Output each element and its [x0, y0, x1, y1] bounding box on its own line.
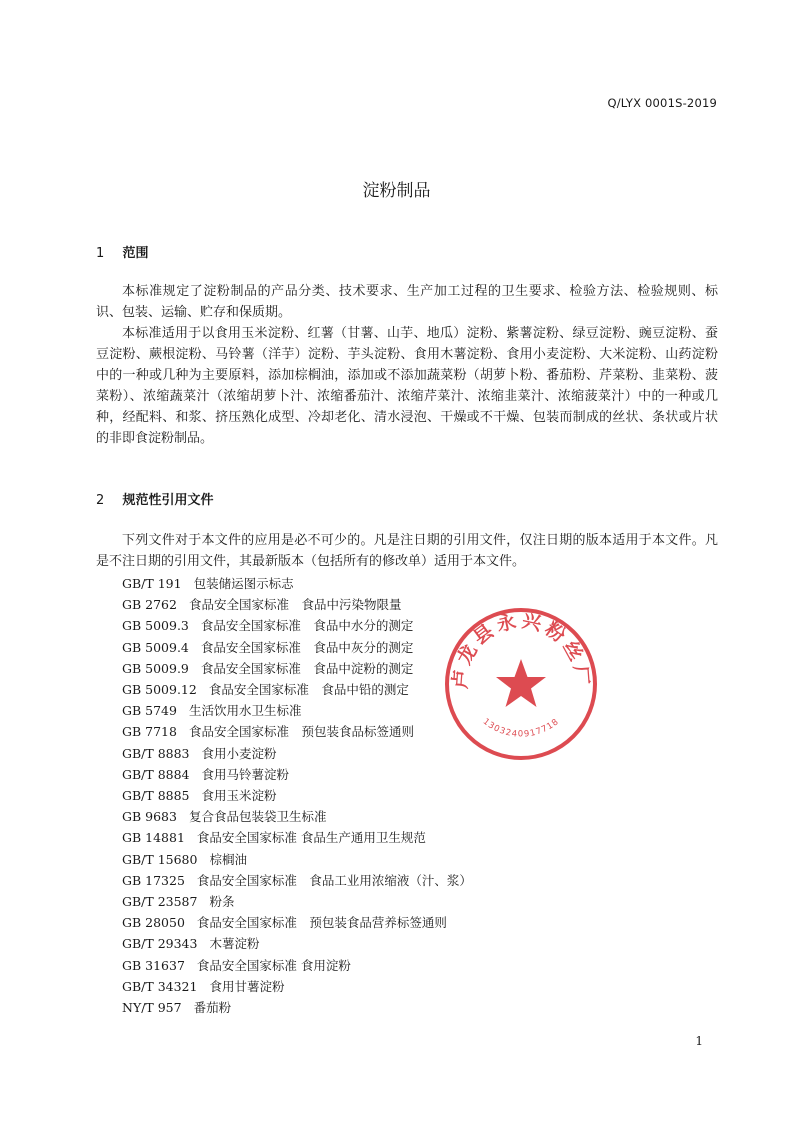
reference-title: 食品安全国家标准 食品中灰分的测定: [200, 639, 414, 655]
seal-company-name: 卢龙县永兴粉丝厂: [449, 609, 593, 690]
reference-code: GB/T 8885: [122, 788, 190, 804]
reference-code: GB 2762: [122, 597, 177, 613]
reference-item: [122, 933, 472, 954]
reference-item: [122, 997, 472, 1018]
reference-code: GB 28050: [122, 915, 185, 931]
reference-item: [122, 849, 472, 870]
seal-number-text: [481, 717, 562, 740]
section-2-body: [96, 530, 718, 572]
reference-item: [122, 700, 472, 721]
reference-item: [122, 743, 472, 764]
section-1-title: 范围: [122, 246, 149, 261]
reference-item: [122, 679, 472, 700]
reference-code: GB/T 15680: [122, 851, 198, 867]
reference-code: NY/T 957: [122, 1000, 182, 1016]
reference-title: 复合食品包装袋卫生标准: [188, 809, 327, 825]
reference-title: 食品安全国家标准 食品生产通用卫生规范: [196, 830, 426, 846]
document-title: 淀粉制品: [362, 181, 431, 201]
reference-title: 食用玉米淀粉: [201, 788, 277, 804]
seal-star-icon: [496, 659, 546, 707]
reference-code: GB/T 191: [122, 576, 182, 591]
reference-item: [122, 764, 472, 785]
references-intro-paragraph: 下列文件对于本文件的应用是必不可少的。凡是注日期的引用文件，仅注日期的版本适用于本文件。凡是不注日期的引用文件，其最新版本（包括所有的修改单）适用于本文件。: [96, 533, 718, 569]
section-1-number: 1: [96, 246, 105, 261]
reference-item: [122, 827, 472, 848]
reference-title: 食用马铃薯淀粉: [201, 766, 290, 782]
reference-title: 食品安全国家标准 食用淀粉: [196, 957, 351, 973]
reference-item: [122, 721, 472, 742]
reference-code: GB/T 8883: [122, 745, 190, 761]
seal-registration-number: 1303240917718: [480, 716, 562, 740]
reference-title: 粉条: [209, 894, 235, 910]
reference-title: 食品安全国家标准 食品工业用浓缩液（汁、浆）: [196, 872, 472, 888]
reference-item: [122, 870, 472, 891]
reference-code: GB 17325: [122, 872, 185, 888]
reference-code: GB/T 23587: [122, 894, 198, 910]
reference-code: GB 14881: [122, 830, 185, 846]
reference-title: 棕榈油: [209, 851, 247, 867]
document-code: Q/LYX 0001S-2019: [607, 96, 717, 110]
reference-code: GB 5009.3: [122, 618, 189, 634]
reference-title: 食用小麦淀粉: [201, 745, 277, 761]
reference-item: [122, 976, 472, 997]
page-number: 1: [695, 1034, 703, 1048]
reference-item: [122, 806, 472, 827]
reference-title: 食品安全国家标准 预包装食品营养标签通则: [196, 915, 447, 931]
reference-code: GB 5009.9: [122, 660, 189, 676]
reference-item: [122, 615, 472, 636]
reference-title: 食品安全国家标准 食品中淀粉的测定: [200, 660, 414, 676]
reference-code: GB/T 8884: [122, 766, 190, 782]
reference-item: [122, 785, 472, 806]
company-seal: [441, 604, 601, 764]
reference-title: 番茄粉: [193, 1000, 232, 1016]
reference-code: GB 5749: [122, 703, 177, 719]
reference-list: [122, 573, 472, 1018]
reference-title: 食品安全国家标准 预包装食品标签通则: [188, 724, 414, 740]
reference-item: [122, 573, 472, 594]
section-1-heading: [96, 242, 149, 261]
section-2-heading: [96, 489, 214, 508]
reference-title: 木薯淀粉: [209, 936, 260, 952]
reference-code: GB 9683: [122, 809, 177, 825]
reference-code: GB 5009.12: [122, 682, 197, 698]
reference-title: 食用甘薯淀粉: [209, 978, 285, 994]
reference-title: 食品安全国家标准 食品中铅的测定: [208, 682, 409, 698]
reference-code: GB 5009.4: [122, 639, 189, 655]
reference-title: 食品安全国家标准 食品中水分的测定: [200, 618, 414, 634]
section-1-body: [96, 281, 718, 449]
reference-item: [122, 637, 472, 658]
reference-code: GB 31637: [122, 957, 185, 973]
reference-item: [122, 594, 472, 615]
reference-item: [122, 912, 472, 933]
reference-item: [122, 891, 472, 912]
reference-code: GB/T 34321: [122, 978, 198, 994]
reference-title: 食品安全国家标准 食品中污染物限量: [188, 597, 402, 613]
reference-item: [122, 955, 472, 976]
reference-title: 生活饮用水卫生标准: [188, 703, 302, 719]
section-2-number: 2: [96, 493, 105, 508]
section-2-title: 规范性引用文件: [122, 493, 214, 508]
reference-title: 包装储运图示标志: [193, 576, 294, 591]
applicability-paragraph: 本标准适用于以食用玉米淀粉、红薯（甘薯、山芋、地瓜）淀粉、紫薯淀粉、绿豆淀粉、豌豆淀粉、蚕豆淀粉、蕨根淀粉、马铃薯（洋芋）淀粉、芋头淀粉、食用木薯淀粉、食用小麦淀粉、大米淀粉、山药淀粉中的一种或几种为主要原料，添加棕榈油，添加或不添加蔬菜粉（胡萝卜粉、番茄粉、芹菜粉、韭菜粉、菠菜粉）、浓缩蔬菜汁（浓缩胡萝卜汁、浓缩番茄汁、浓缩芹菜汁、浓缩韭菜汁、浓缩菠菜汁）中的一种或几种，经配料、和浆、挤压熟化成型、冷却老化、清水浸泡、干燥或不干燥、包装而制成的丝状、条状或片状的非即食淀粉制品。: [96, 326, 718, 446]
reference-code: GB 7718: [122, 724, 177, 740]
scope-paragraph: 本标准规定了淀粉制品的产品分类、技术要求、生产加工过程的卫生要求、检验方法、检验规则、标识、包装、运输、贮存和保质期。: [96, 284, 718, 320]
reference-code: GB/T 29343: [122, 936, 198, 952]
reference-item: [122, 658, 472, 679]
